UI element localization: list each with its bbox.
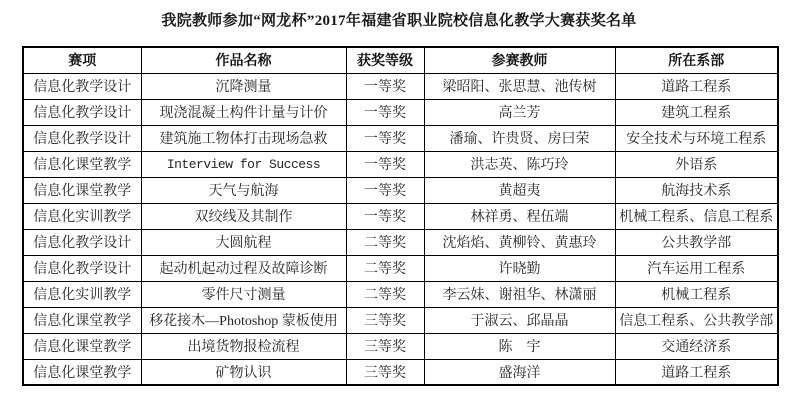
- table-cell: 信息化课堂教学: [23, 151, 141, 177]
- column-header-award-level: 获奖等级: [346, 47, 424, 73]
- table-cell: 许晓勤: [424, 255, 615, 281]
- table-row: [23, 307, 778, 333]
- column-header-work-name: 作品名称: [141, 47, 346, 73]
- table-cell: 一等奖: [346, 151, 424, 177]
- table-row: [23, 255, 778, 281]
- table-row: [23, 281, 778, 307]
- table-cell: 信息化课堂教学: [23, 177, 141, 203]
- table-cell: 建筑工程系: [615, 99, 778, 125]
- table-cell: 信息化实训教学: [23, 203, 141, 229]
- table-row: [23, 177, 778, 203]
- award-table: [22, 46, 779, 386]
- table-cell: 信息化教学设计: [23, 73, 141, 99]
- table-cell: 陈 宇: [424, 333, 615, 359]
- table-cell: 零件尺寸测量: [141, 281, 346, 307]
- award-table-body: [23, 73, 778, 385]
- table-cell: 道路工程系: [615, 73, 778, 99]
- table-cell: 信息工程系、公共教学部: [615, 307, 778, 333]
- table-cell: 信息化教学设计: [23, 255, 141, 281]
- table-cell: 三等奖: [346, 333, 424, 359]
- table-cell: 信息化教学设计: [23, 99, 141, 125]
- table-cell: 双绞线及其制作: [141, 203, 346, 229]
- table-cell: 矿物认识: [141, 359, 346, 385]
- table-cell: 信息化课堂教学: [23, 307, 141, 333]
- table-cell: 林祥勇、程伍端: [424, 203, 615, 229]
- table-cell: 沈焰焰、黄柳铃、黄惠玲: [424, 229, 615, 255]
- table-cell: 信息化教学设计: [23, 125, 141, 151]
- table-cell: 沉降测量: [141, 73, 346, 99]
- table-cell: 于淑云、邱晶晶: [424, 307, 615, 333]
- table-cell: 道路工程系: [615, 359, 778, 385]
- table-cell: Interview for Success: [141, 151, 346, 177]
- table-cell: 一等奖: [346, 73, 424, 99]
- table-cell: 一等奖: [346, 125, 424, 151]
- table-cell: 潘瑜、许贵贤、房曰荣: [424, 125, 615, 151]
- column-header-teachers: 参赛教师: [424, 47, 615, 73]
- table-cell: 起动机起动过程及故障诊断: [141, 255, 346, 281]
- table-row: [23, 99, 778, 125]
- table-cell: 汽车运用工程系: [615, 255, 778, 281]
- table-cell: 二等奖: [346, 281, 424, 307]
- table-cell: 信息化实训教学: [23, 281, 141, 307]
- table-header-row: [23, 47, 778, 73]
- table-row: [23, 125, 778, 151]
- table-cell: 一等奖: [346, 177, 424, 203]
- table-cell: 安全技术与环境工程系: [615, 125, 778, 151]
- table-cell: 信息化教学设计: [23, 229, 141, 255]
- table-cell: 李云妹、谢祖华、林潇丽: [424, 281, 615, 307]
- table-cell: 现浇混凝土构件计量与计价: [141, 99, 346, 125]
- table-cell: 交通经济系: [615, 333, 778, 359]
- table-row: [23, 151, 778, 177]
- table-cell: 黄超夷: [424, 177, 615, 203]
- table-cell: 信息化课堂教学: [23, 333, 141, 359]
- table-row: [23, 229, 778, 255]
- table-row: [23, 203, 778, 229]
- table-cell: 盛海洋: [424, 359, 615, 385]
- table-row: [23, 359, 778, 385]
- table-cell: 高兰芳: [424, 99, 615, 125]
- table-cell: 机械工程系、信息工程系: [615, 203, 778, 229]
- column-header-category: 赛项: [23, 47, 141, 73]
- column-header-department: 所在系部: [615, 47, 778, 73]
- table-cell: 建筑施工物体打击现场急救: [141, 125, 346, 151]
- table-cell: 三等奖: [346, 359, 424, 385]
- table-cell: 信息化课堂教学: [23, 359, 141, 385]
- table-cell: 一等奖: [346, 99, 424, 125]
- table-cell: 公共教学部: [615, 229, 778, 255]
- table-row: [23, 73, 778, 99]
- table-cell: 二等奖: [346, 229, 424, 255]
- page-title: 我院教师参加“网龙杯”2017年福建省职业院校信息化教学大赛获奖名单: [161, 13, 637, 29]
- table-cell: 一等奖: [346, 203, 424, 229]
- table-cell: 出境货物报检流程: [141, 333, 346, 359]
- table-cell: 外语系: [615, 151, 778, 177]
- table-cell: 洪志英、陈巧玲: [424, 151, 615, 177]
- table-cell: 航海技术系: [615, 177, 778, 203]
- table-cell: 天气与航海: [141, 177, 346, 203]
- table-row: [23, 333, 778, 359]
- table-cell: 大圆航程: [141, 229, 346, 255]
- table-cell: 梁昭阳、张思慧、池传树: [424, 73, 615, 99]
- table-cell: 二等奖: [346, 255, 424, 281]
- table-cell: 机械工程系: [615, 281, 778, 307]
- table-cell: 移花接木—Photoshop 蒙板使用: [141, 307, 346, 333]
- table-cell: 三等奖: [346, 307, 424, 333]
